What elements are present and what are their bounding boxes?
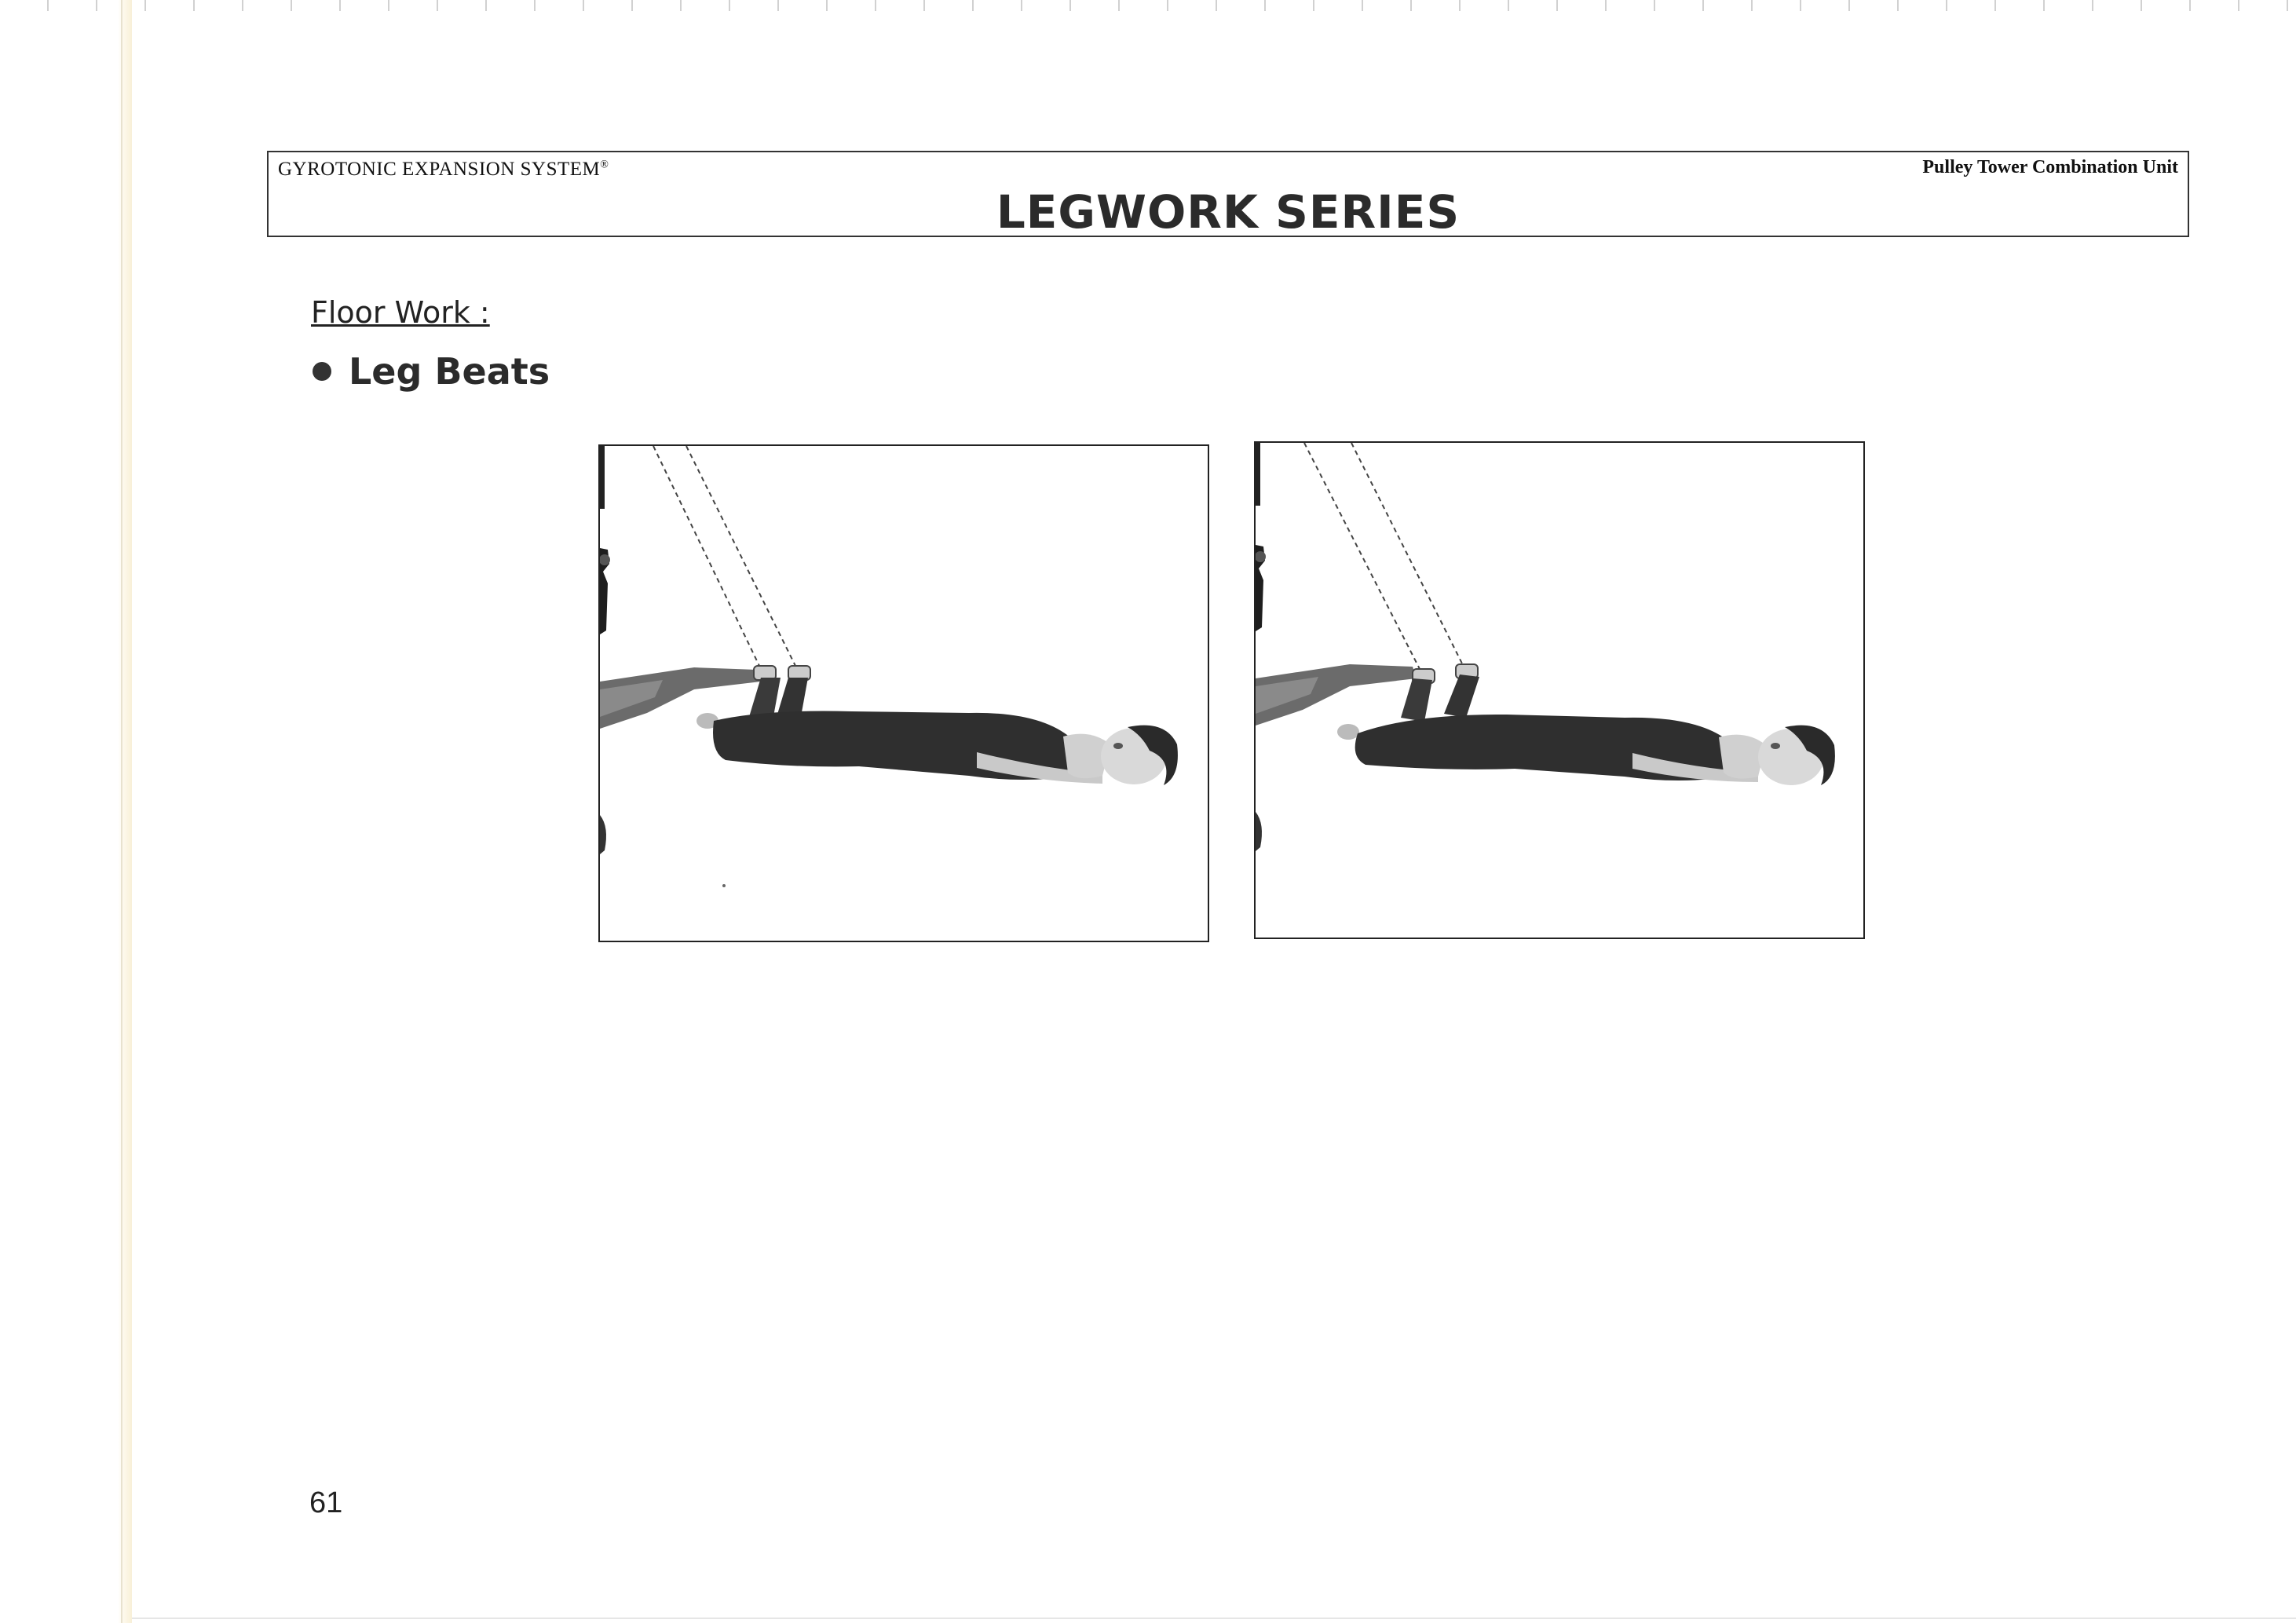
- exercise-name: Leg Beats: [349, 350, 550, 393]
- page-title: LEGWORK SERIES: [996, 185, 1461, 239]
- exercise-photo-1: [598, 444, 1209, 942]
- section-label: Floor Work :: [311, 295, 490, 330]
- bullet-icon: [313, 362, 331, 381]
- exercise-title: [313, 350, 550, 393]
- page-number: 61: [309, 1486, 343, 1519]
- binding-rule: [121, 0, 122, 1623]
- perforation-edge: [0, 0, 2296, 11]
- page-margin: [0, 0, 118, 1623]
- page-header: [267, 151, 2189, 237]
- bottom-edge-rule: [132, 1618, 2296, 1619]
- exercise-photo-2: [1254, 441, 1865, 939]
- registered-mark: ®: [600, 159, 609, 171]
- system-name: GYROTONIC EXPANSION SYSTEM®: [278, 159, 609, 180]
- unit-name: Pulley Tower Combination Unit: [1922, 157, 2178, 177]
